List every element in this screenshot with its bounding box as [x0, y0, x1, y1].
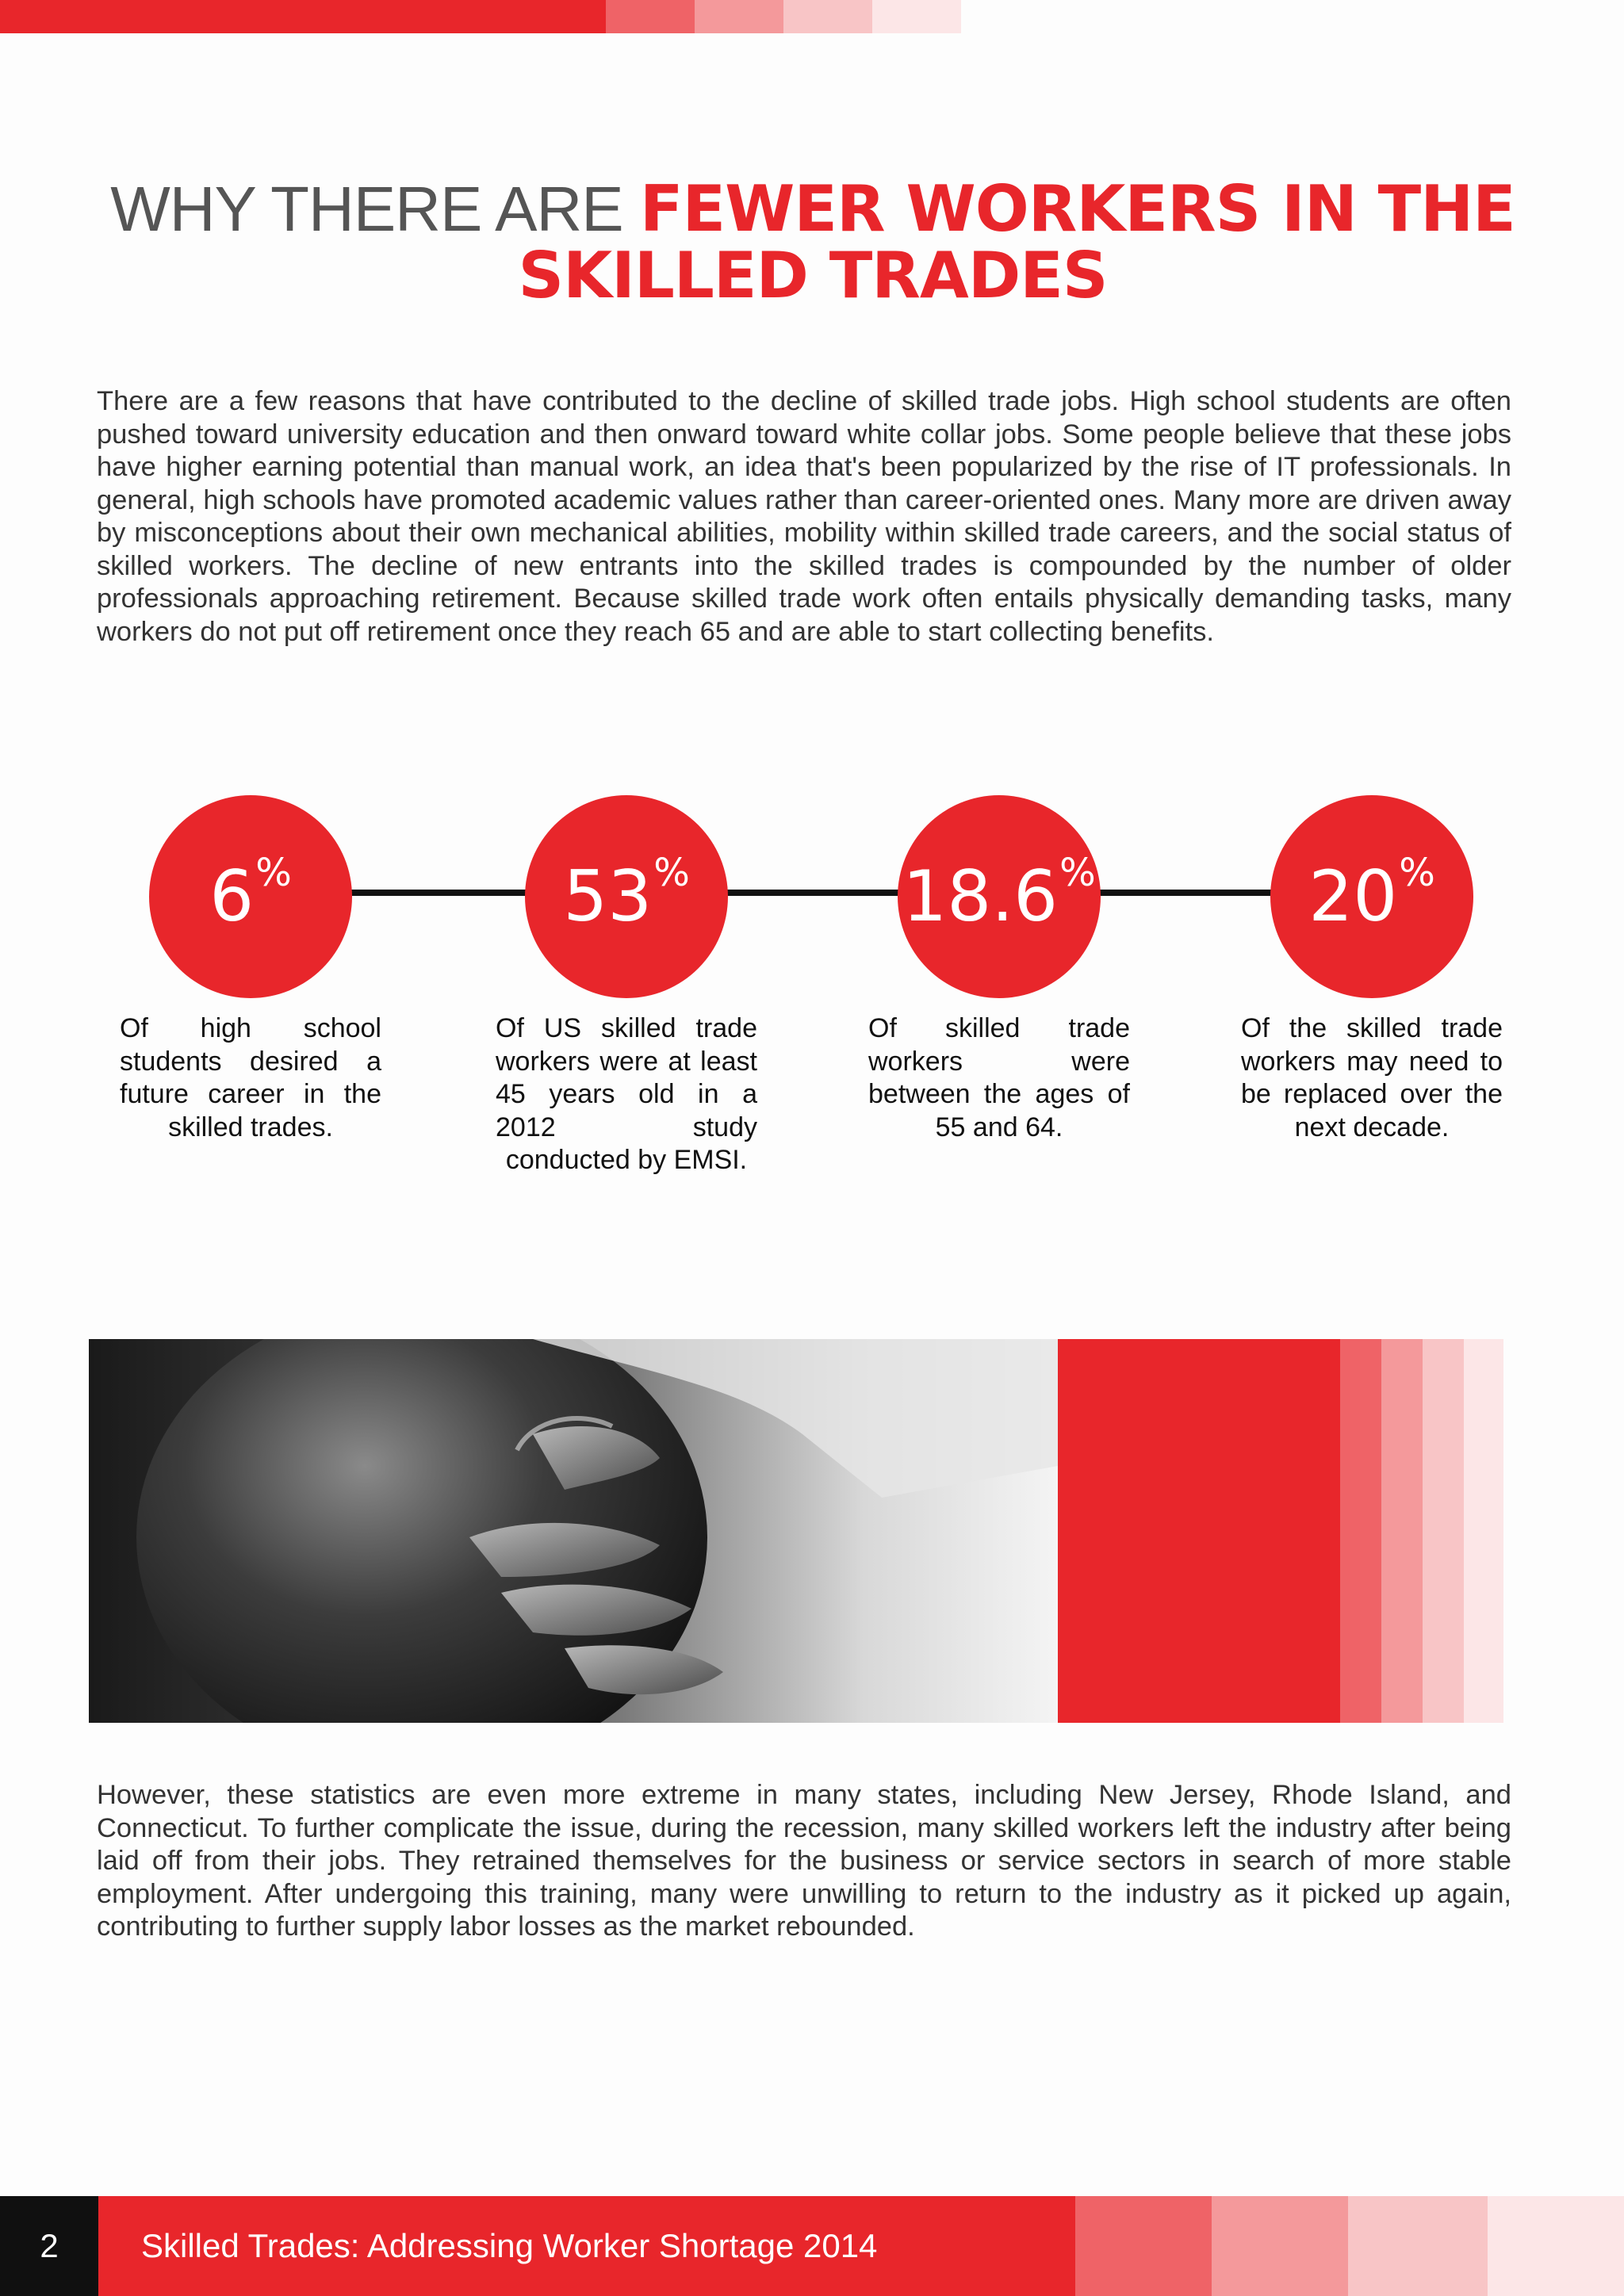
stripe-tint-2 — [695, 0, 783, 33]
stat-item — [1237, 795, 1507, 1144]
stripe-tint-4 — [872, 0, 961, 33]
stat-item — [492, 795, 761, 1177]
stripe-tint-1 — [606, 0, 695, 33]
stat-value: 53 — [563, 855, 653, 937]
stat-unit: % — [653, 851, 690, 895]
banner-stripe-tint-3 — [1423, 1339, 1464, 1723]
footer-stripe-tint-3 — [1348, 2196, 1488, 2296]
stat-value: 20 — [1308, 855, 1398, 937]
hard-hat-illustration — [89, 1339, 1058, 1723]
banner-stripe-tint-2 — [1381, 1339, 1423, 1723]
page-number: 2 — [0, 2196, 98, 2296]
second-paragraph: However, these statistics are even more extreme in many states, including New Jersey, Rhode Island, and Connecticut. To further complicate the issue, during the recession, many skilled workers left the industry after being laid off from their jobs. They retrained themselves for the business or service sectors in search of more stable employment. After undergoing this training, many were unwilling to return to the industry as it picked up again, contributing to further supply labor losses as the market rebounded. — [97, 1780, 1511, 1942]
title-light-part: WHY THERE ARE — [110, 174, 640, 244]
footer-title: Skilled Trades: Addressing Worker Shortage 2014 — [98, 2196, 1075, 2296]
footer-stripe-tint-2 — [1212, 2196, 1348, 2296]
intro-paragraph: There are a few reasons that have contributed to the decline of skilled trade jobs. High school students are often pushed toward university education and then onward toward white collar jobs. Some people believe that these jobs have higher earning potential than manual work, an idea that's been popularized by the rise of IT professionals. In general, high schools have promoted academic values rather than career-oriented ones. Many more are driven away by misconceptions about their own mechanical abilities, mobility within skilled trade careers, and the social status of skilled workers. The decline of new entrants into the skilled trades is compounded by the number of older professionals approaching retirement. Because skilled trade work often entails physically demanding tasks, many workers do not put off retirement once they reach 65 and are able to start collecting benefits. — [97, 386, 1511, 647]
stat-value: 6 — [209, 855, 255, 937]
stat-description: Of the skilled trade workers may need to be replaced over the next decade. — [1241, 1013, 1503, 1142]
stripe-tint-3 — [783, 0, 872, 33]
title-bold-part: FEWER WORKERS IN THE SKILLED TRADES — [518, 172, 1515, 312]
banner-stripe-red — [1058, 1339, 1340, 1723]
hard-hat-photo — [89, 1339, 1058, 1723]
page-footer — [0, 2196, 1624, 2296]
stats-connector-line — [251, 890, 1375, 896]
footer-stripe-tint-4 — [1488, 2196, 1624, 2296]
stat-item — [116, 795, 385, 1144]
image-banner — [89, 1339, 1503, 1723]
stat-description: Of high school students desired a future career in the skilled trades. — [120, 1013, 381, 1142]
stat-unit: % — [1399, 851, 1435, 895]
stat-circle — [149, 795, 352, 998]
top-color-stripes — [0, 0, 961, 33]
stat-unit: % — [1059, 851, 1096, 895]
stat-description: Of US skilled trade workers were at least 45 years old in a 2012 study conducted by EMSI. — [496, 1013, 757, 1175]
stat-item — [864, 795, 1134, 1144]
stat-circle — [525, 795, 728, 998]
footer-stripe-tint-1 — [1075, 2196, 1212, 2296]
stat-description: Of skilled trade workers were between the ages of 55 and 64. — [868, 1013, 1130, 1142]
banner-stripe-tint-1 — [1340, 1339, 1381, 1723]
banner-stripe-tint-4 — [1464, 1339, 1503, 1723]
stat-circle — [898, 795, 1101, 998]
stat-circle — [1270, 795, 1473, 998]
page-title — [71, 172, 1554, 312]
stat-unit: % — [255, 851, 292, 895]
stat-value: 18.6 — [902, 855, 1059, 937]
stripe-red — [0, 0, 606, 33]
